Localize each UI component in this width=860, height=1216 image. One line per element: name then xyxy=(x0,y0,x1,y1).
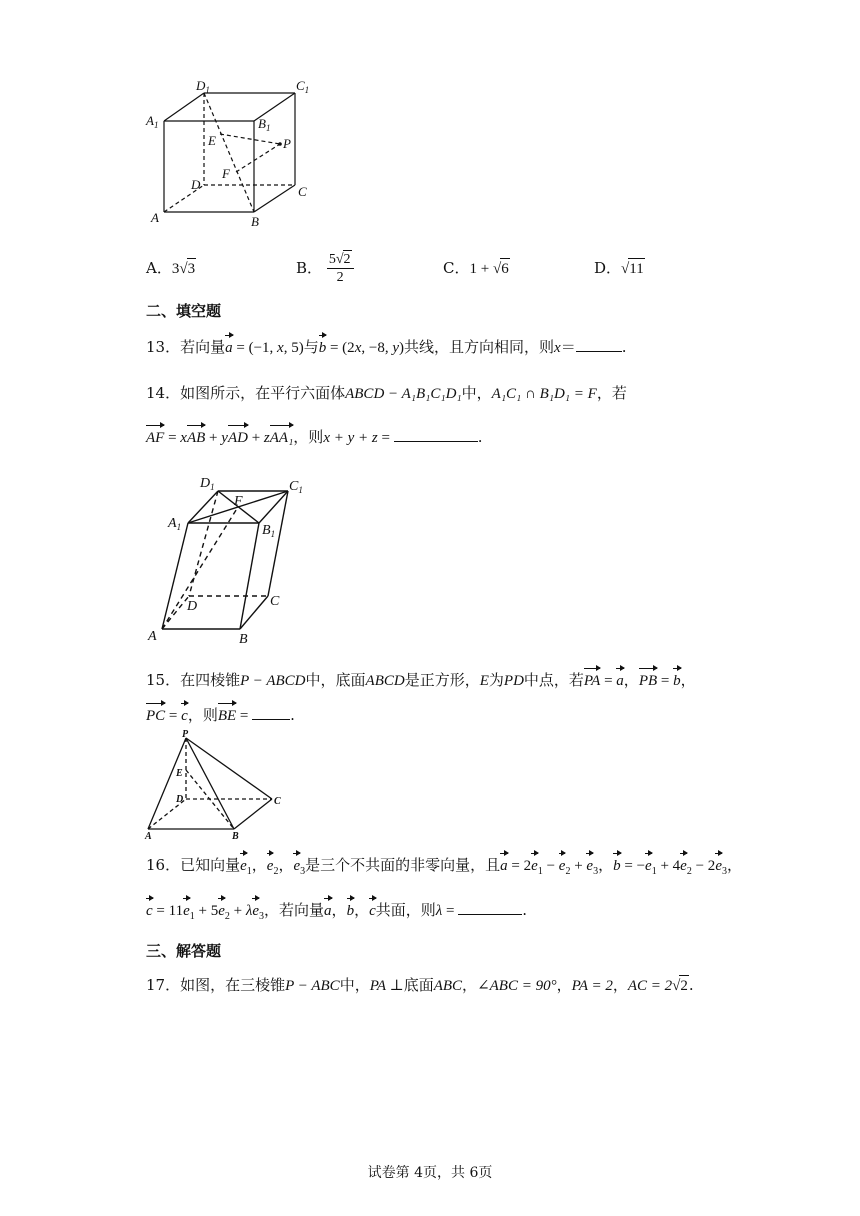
label-P: P xyxy=(182,729,189,740)
section-heading-fill-in: 二、填空题 xyxy=(146,302,222,320)
label-B: B xyxy=(232,831,239,842)
label-D: D xyxy=(176,794,184,805)
question-14-line1: 14．如图所示，在平行六面体ABCD − A₁B₁C₁D₁中，A₁C₁ ∩ B₁D₁ = F，若 xyxy=(146,384,627,402)
option-b: B． $\frac{5√2}{2}$ xyxy=(296,250,354,286)
option-c: C．1 + √6 xyxy=(443,259,509,277)
option-d: D．√11 xyxy=(594,259,644,277)
question-16-line2: $c = 11e_1 + 5e_2 + \lambda e_3$，若向量a，b，c共面，则λ = . xyxy=(146,901,528,922)
label-D: D xyxy=(187,599,198,614)
label-A: A xyxy=(148,629,157,644)
option-a: A．3√3 xyxy=(146,259,196,277)
label-C1: $C_1$ xyxy=(296,78,310,95)
question-17: 17．如图，在三棱锥P − ABC中，PA ⊥底面ABC，∠ABC = 90°，PA = 2，AC = 2√2. xyxy=(146,976,694,994)
label-B1: $B_1$ xyxy=(258,116,271,133)
label-D1: $D_1$ xyxy=(200,476,215,492)
label-D: D xyxy=(191,177,201,192)
label-D1: $D_1$ xyxy=(196,78,210,95)
label-C: C xyxy=(298,184,307,199)
label-F: F xyxy=(234,494,243,509)
label-E: E xyxy=(176,768,183,779)
label-C: C xyxy=(274,796,281,807)
question-14-line2: AF = xAB + yAD + zAA₁，则x + y + z = . xyxy=(146,428,483,446)
label-B: B xyxy=(251,214,259,229)
question-15-line1: 15．在四棱锥P − ABCD中，底面ABCD是正方形，E为PD中点，若PA = a，PB = b， xyxy=(146,671,696,689)
label-E: E xyxy=(208,133,216,148)
section-heading-solutions: 三、解答题 xyxy=(146,942,222,960)
label-F: F xyxy=(222,166,230,181)
label-C: C xyxy=(270,594,280,609)
question-15-line2: PC = c，则BE = . xyxy=(146,706,295,724)
parallelepiped-figure xyxy=(145,472,315,648)
pyramid-figure xyxy=(140,728,290,840)
label-A: A xyxy=(151,210,159,225)
question-13: 13．若向量a = (−1, x, 5)与b = (2x, −8, y)共线，且方向相同，则x＝ . xyxy=(146,338,627,356)
label-A1: $A_1$ xyxy=(168,516,182,532)
label-B1: $B_1$ xyxy=(262,523,276,539)
answer-blank-14[interactable] xyxy=(394,427,478,442)
label-A: A xyxy=(145,831,152,842)
label-B: B xyxy=(239,632,248,647)
cube-figure xyxy=(140,78,310,230)
question-16-line1: 16．已知向量$e_1$，$e_2$，$e_3$是三个不共面的非零向量，且$a = 2e_1 - e_2 + e_3$，$b = -e_1 + 4e_2 - 2e_3$， xyxy=(146,856,742,877)
answer-blank-15[interactable] xyxy=(252,705,290,720)
answer-blank-13[interactable] xyxy=(576,337,622,352)
label-A1: $A_1$ xyxy=(146,113,159,130)
answer-blank-16[interactable] xyxy=(458,900,522,915)
label-C1: $C_1$ xyxy=(289,479,303,495)
page-footer: 试卷第 4页，共 6页 xyxy=(367,1165,493,1181)
label-P: P xyxy=(283,136,291,151)
